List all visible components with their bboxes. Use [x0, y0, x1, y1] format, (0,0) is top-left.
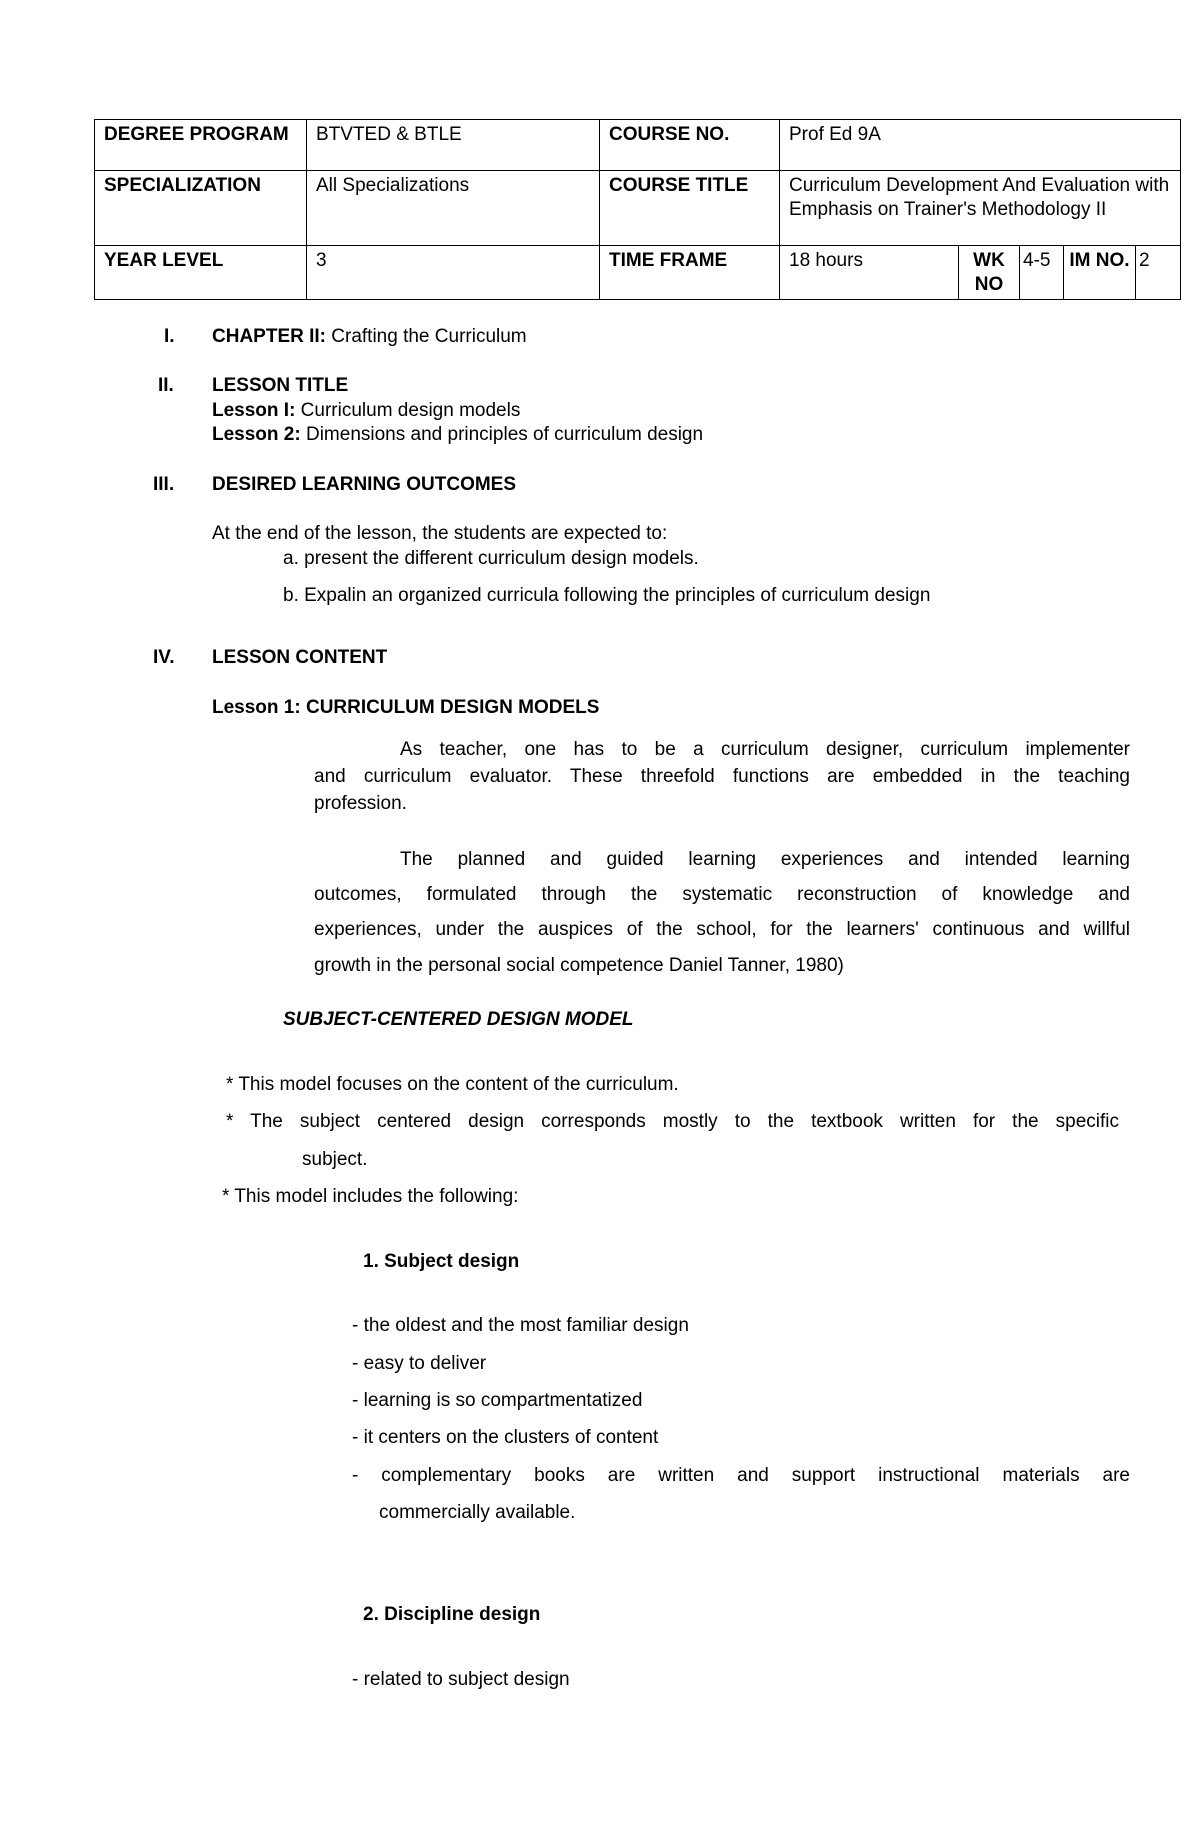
list-item: - related to subject design: [352, 1669, 570, 1690]
list-item-continued: commercially available.: [379, 1502, 576, 1523]
outcomes-heading: DESIRED LEARNING OUTCOMES: [212, 474, 517, 495]
chapter-line: [212, 325, 527, 349]
table-row: [95, 171, 1181, 246]
lesson-title-heading: LESSON TITLE: [212, 375, 349, 396]
section-numeral: II.: [158, 375, 174, 396]
lesson-1-heading: Lesson 1: CURRICULUM DESIGN MODELS: [212, 697, 600, 718]
bullet-item-continued: subject.: [302, 1149, 368, 1170]
time-frame-label: TIME FRAME: [600, 246, 780, 300]
wk-no-label: WK NO: [959, 246, 1020, 300]
section-numeral: I.: [164, 326, 175, 347]
degree-program-label: DEGREE PROGRAM: [95, 120, 307, 171]
bullet-item: * This model focuses on the content of the curriculum.: [226, 1074, 679, 1095]
course-title-label: COURSE TITLE: [600, 171, 780, 246]
paragraph-line: outcomes, formulated through the systematic reconstruction of knowledge and: [314, 884, 1130, 905]
outcome-item: b. Expalin an organized curricula following the principles of curriculum design: [283, 585, 931, 606]
table-row: [95, 120, 1181, 171]
paragraph-line: growth in the personal social competence Daniel Tanner, 1980): [314, 955, 844, 976]
lesson-content-heading: LESSON CONTENT: [212, 647, 388, 668]
im-no-value: 2: [1136, 246, 1181, 300]
section-numeral: III.: [153, 474, 175, 495]
specialization-value: All Specializations: [307, 171, 600, 246]
course-info-table: [94, 119, 1181, 300]
degree-program-value: BTVTED & BTLE: [307, 120, 600, 171]
list-item: - complementary books are written and support instructional materials are: [352, 1465, 1130, 1486]
discipline-design-heading: 2. Discipline design: [363, 1604, 541, 1625]
paragraph-line: and curriculum evaluator. These threefold functions are embedded in the teaching: [314, 766, 1130, 787]
chapter-label: CHAPTER II:: [212, 326, 326, 347]
list-item: - the oldest and the most familiar design: [352, 1315, 689, 1336]
chapter-title: Crafting the Curriculum: [326, 326, 527, 347]
section-numeral: IV.: [153, 647, 175, 668]
subject-centered-heading: SUBJECT-CENTERED DESIGN MODEL: [283, 1009, 634, 1030]
course-no-value: Prof Ed 9A: [780, 120, 1181, 171]
wk-no-value: 4-5: [1020, 246, 1064, 300]
list-item: - easy to deliver: [352, 1353, 487, 1374]
lesson-1-title: Curriculum design models: [295, 400, 521, 421]
specialization-label: SPECIALIZATION: [95, 171, 307, 246]
outcomes-intro: At the end of the lesson, the students are expected to:: [212, 523, 668, 544]
paragraph-line: profession.: [314, 793, 407, 814]
year-level-label: YEAR LEVEL: [95, 246, 307, 300]
im-no-label: IM NO.: [1064, 246, 1136, 300]
paragraph-line: As teacher, one has to be a curriculum designer, curriculum implementer: [400, 739, 1130, 760]
subject-design-heading: 1. Subject design: [363, 1251, 520, 1272]
year-level-value: 3: [307, 246, 600, 300]
outcome-item: a. present the different curriculum design models.: [283, 548, 699, 569]
time-frame-value: 18 hours: [780, 246, 959, 300]
list-item: - it centers on the clusters of content: [352, 1427, 659, 1448]
paragraph-line: The planned and guided learning experiences and intended learning: [400, 849, 1130, 870]
lesson-2-title: Dimensions and principles of curriculum design: [300, 424, 704, 445]
table-row: [95, 246, 1181, 300]
lesson-2-line: [212, 423, 703, 447]
course-no-label: COURSE NO.: [600, 120, 780, 171]
lesson-1-line: [212, 399, 520, 423]
lesson-2-label: Lesson 2:: [212, 424, 301, 445]
list-item: - learning is so compartmentatized: [352, 1390, 643, 1411]
paragraph-line: experiences, under the auspices of the school, for the learners' continuous and willful: [314, 919, 1130, 940]
course-title-value: Curriculum Development And Evaluation with Emphasis on Trainer's Methodology II: [780, 171, 1181, 246]
bullet-item: * The subject centered design corresponds mostly to the textbook written for the specific: [226, 1111, 1119, 1132]
lesson-1-label: Lesson I:: [212, 400, 296, 421]
bullet-item: * This model includes the following:: [222, 1186, 519, 1207]
